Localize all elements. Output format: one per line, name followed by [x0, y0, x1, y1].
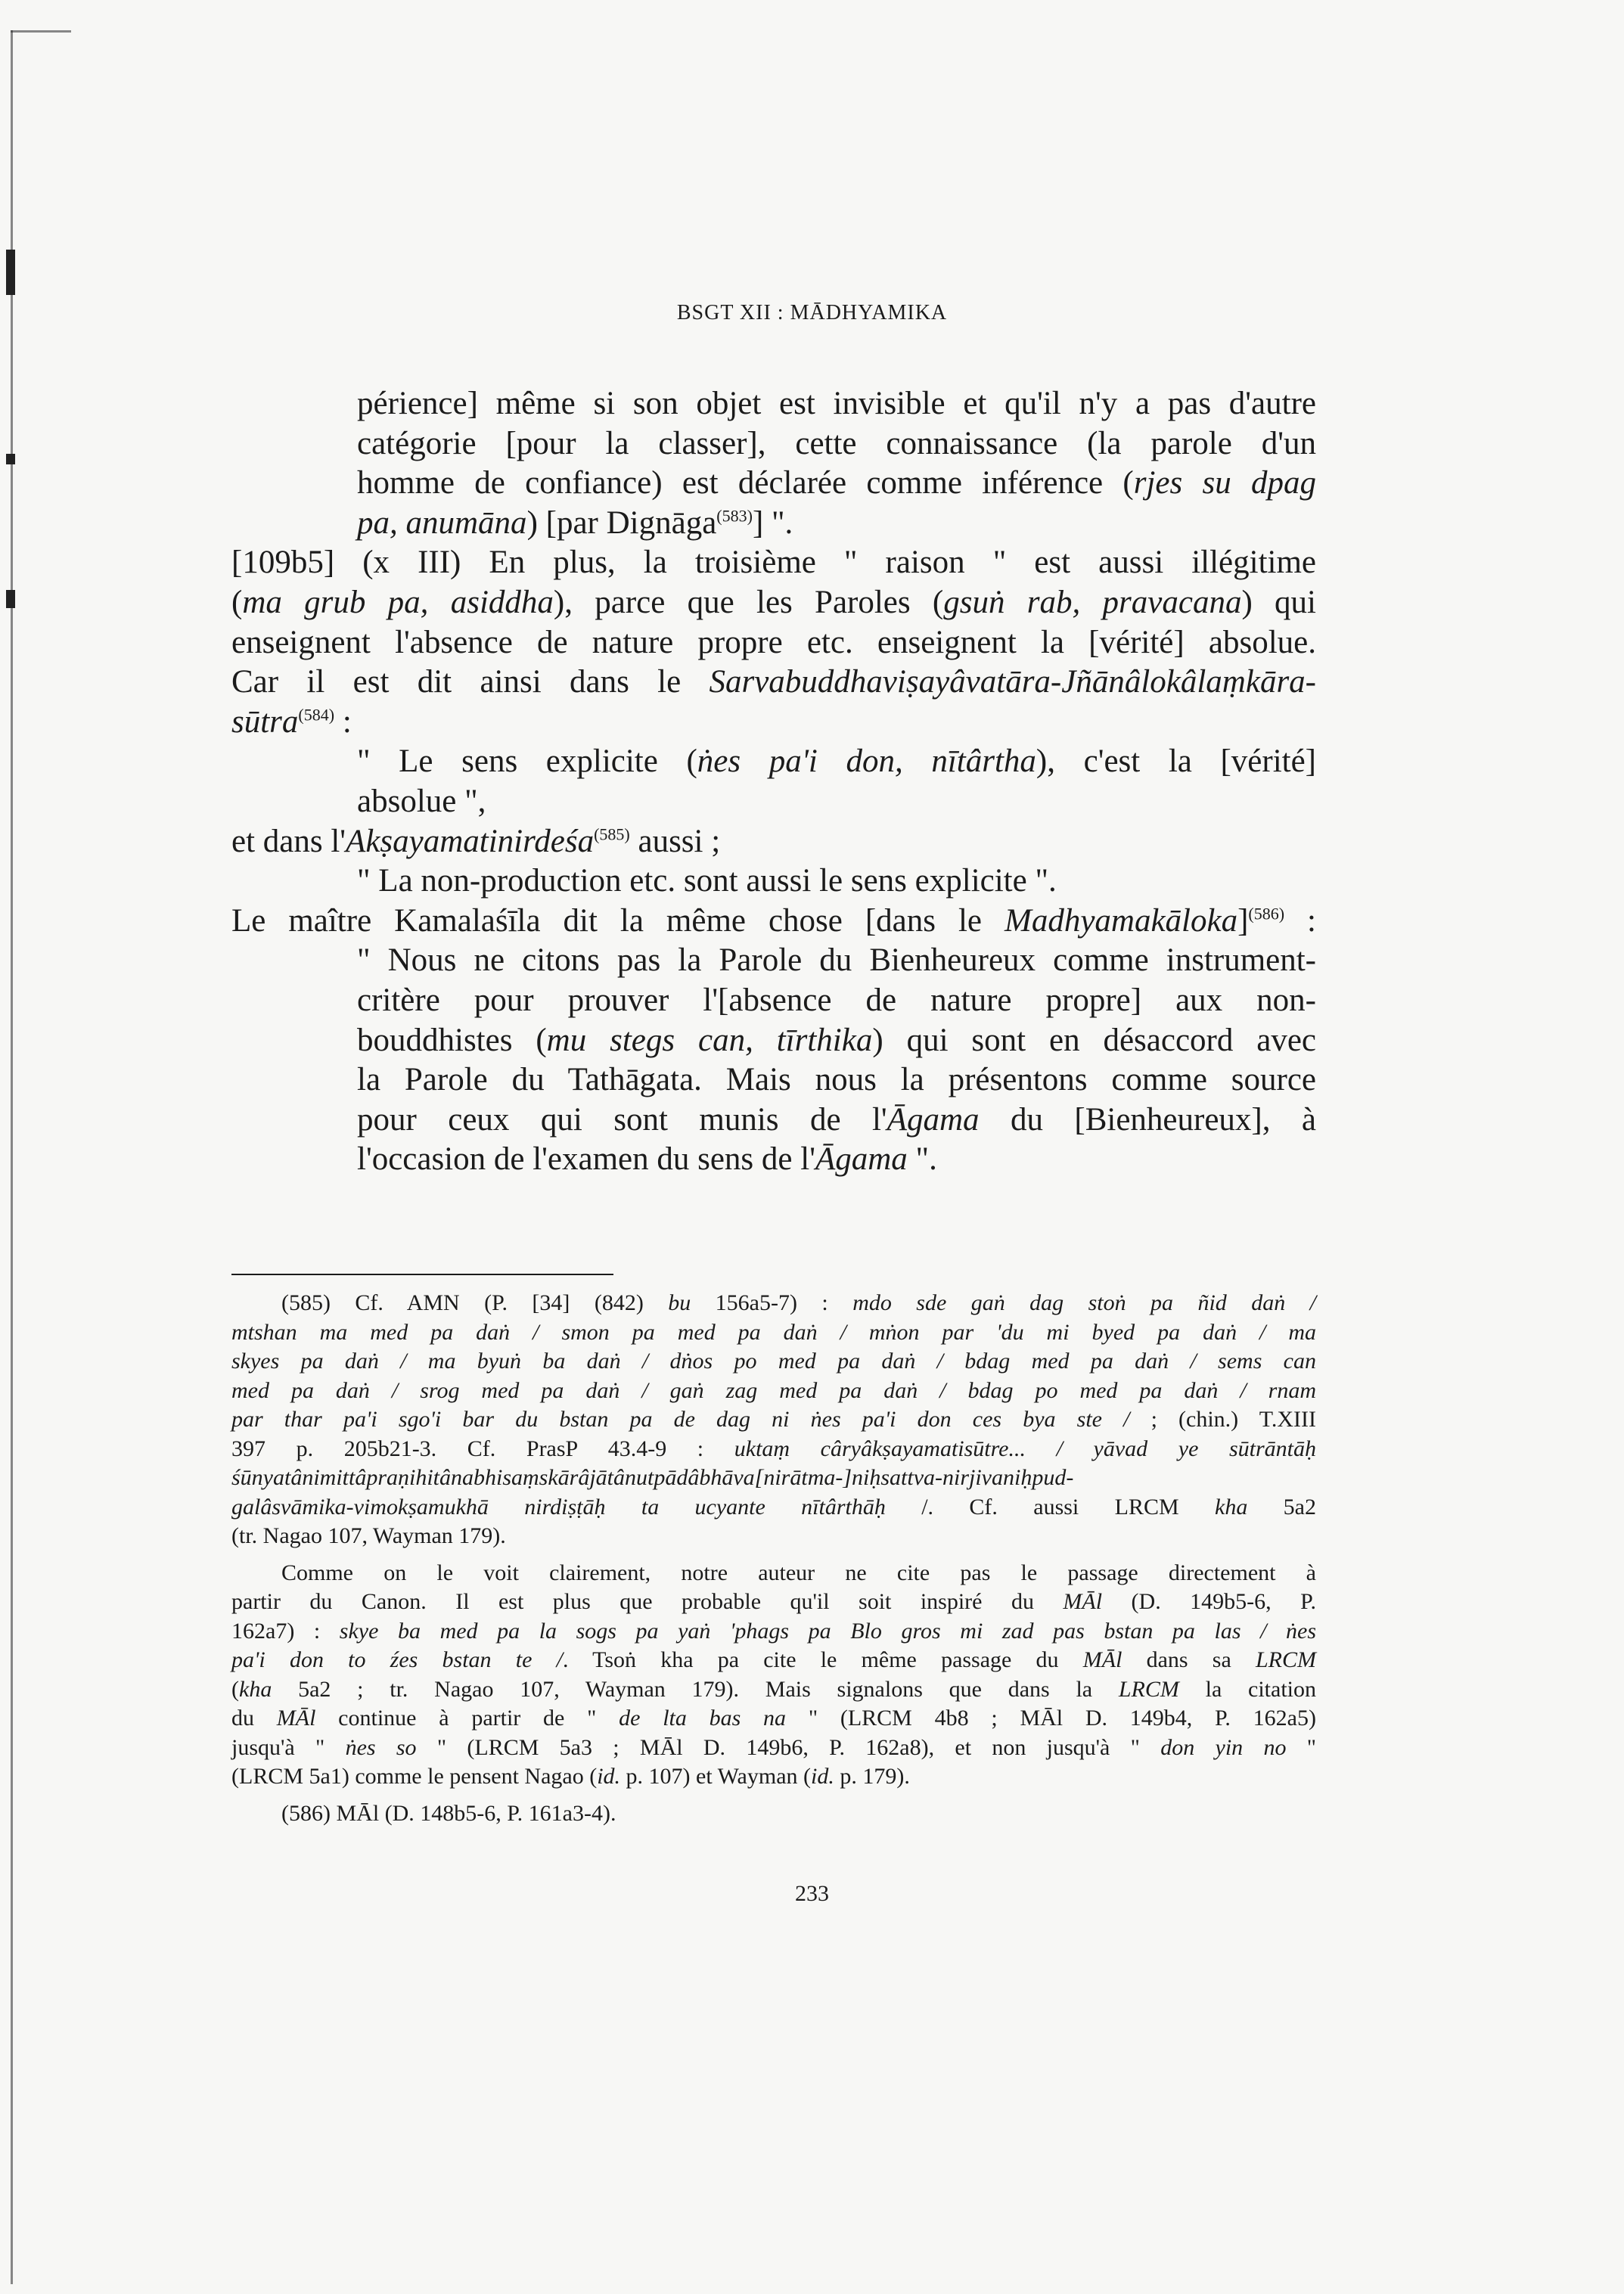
footnote-line [231, 1493, 1316, 1522]
text-line [231, 583, 1316, 622]
text-run: ) [par Dignāga [526, 504, 717, 541]
text-run: la Parole du Tathāgata. Mais nous la présentons comme source [357, 1062, 1316, 1098]
text-line [357, 941, 1316, 980]
italic-term: skye ba med pa la sogs pa yaṅ 'phags pa Blo gros mi zad pas bstan pa las / ṅes [339, 1618, 1316, 1644]
italic-term: de lta bas na [619, 1706, 787, 1731]
text-run: catégorie [pour la classer], cette connaissance (la parole d'un [357, 425, 1316, 461]
text-run: dans sa [1122, 1647, 1256, 1672]
italic-term: Sarvabuddhaviṣayâvatāra-Jñānâlokâlaṃkāra- [709, 664, 1316, 700]
italic-term: Akṣayamatinirdeśa [346, 823, 595, 859]
text-run: Comme on le voit clairement, notre auteur ne cite pas le passage directement à [281, 1560, 1316, 1585]
text-run: enseignent l'absence de nature propre etc. enseignent la [vérité] absolue. [231, 624, 1316, 660]
footnote-line [281, 1289, 1316, 1318]
footnote-ref: (586) [1248, 904, 1285, 923]
text-run: p. 107) et Wayman ( [620, 1764, 812, 1789]
text-run: critère pour prouver l'[absence de nature propre] aux non- [357, 982, 1316, 1018]
page-number: 233 [795, 1881, 829, 1906]
italic-term: mtshan ma med pa daṅ / smon pa med pa daṅ / mṅon par 'du mi byed pa daṅ / ma [231, 1319, 1316, 1345]
text-line [231, 663, 1316, 702]
text-run: . Tsoṅ kha pa cite le même passage du [562, 1647, 1083, 1672]
text-run: ), c'est la [vérité] [1036, 743, 1316, 780]
text-run: la citation [1178, 1676, 1317, 1702]
text-run: ), parce que les Paroles ( [553, 585, 944, 620]
text-run: Le maître Kamalaśīla dit la même chose [dans le [231, 902, 1005, 939]
text-run: " (LRCM 4b8 ; MĀl D. 149b4, P. 162a5) [786, 1706, 1316, 1731]
italic-term: uktaṃ câryâkṣayamatisūtre... / yāvad ye sūtrāntāḥ [734, 1436, 1317, 1461]
italic-term: śūnyatânimittâpraṇihitânabhisaṃskārâjātânutpādâbhāva[nirātma-]niḥsattva-nirjivaniḥpud- [231, 1465, 1074, 1490]
italic-term: MĀl [276, 1706, 316, 1731]
text-line [357, 464, 1316, 503]
italic-term: pa, anumāna [357, 504, 527, 541]
text-line [231, 703, 1316, 742]
footnote-ref: (585) [594, 824, 630, 844]
footnote-line [231, 1405, 1316, 1434]
text-run: 5a2 ; tr. Nagao 107, Wayman 179). Mais signalons que dans la [272, 1676, 1119, 1702]
text-run: /. Cf. aussi LRCM [885, 1494, 1215, 1520]
italic-term: skyes pa daṅ / ma byuṅ ba daṅ / dṅos po med pa daṅ / bdag med pa daṅ / sems can [231, 1349, 1316, 1374]
text-line [357, 782, 1316, 821]
text-run: absolue ", [357, 784, 486, 819]
italic-term: mdo sde gaṅ dag stoṅ pa ñid daṅ / [852, 1290, 1316, 1315]
footnote-line [231, 1704, 1316, 1733]
text-line [231, 543, 1316, 582]
scan-mark [6, 250, 15, 295]
italic-term: mu stegs can, tīrthika [546, 1022, 873, 1058]
text-line [357, 504, 1316, 543]
italic-term: don yin no [1160, 1734, 1287, 1760]
text-run: partir du Canon. Il est plus que probable qu'il soit inspiré du [231, 1589, 1064, 1614]
text-line [357, 742, 1316, 781]
text-run: " Nous ne citons pas la Parole du Bienheureux comme instrument- [357, 942, 1316, 979]
italic-term: ṅes pa'i don, nītârtha [697, 743, 1036, 780]
scan-edge-top [11, 30, 71, 33]
text-run: bouddhistes ( [357, 1022, 547, 1058]
text-run: : [334, 703, 352, 740]
text-line [231, 822, 1316, 861]
text-run: ( [231, 585, 243, 620]
text-run: du [231, 1706, 277, 1731]
text-run: du [Bienheureux], à [979, 1101, 1316, 1138]
text-run: périence] même si son objet est invisible et qu'il n'y a pas d'autre [357, 386, 1316, 421]
italic-term: Madhyamakāloka [1005, 902, 1238, 939]
italic-term: LRCM [1118, 1676, 1179, 1702]
italic-term: rjes su dpag [1133, 465, 1317, 501]
text-run: ) qui [1241, 585, 1317, 620]
text-line [357, 1140, 1316, 1179]
running-header: BSGT XII : MĀDHYAMIKA [676, 301, 948, 324]
footnote-line [231, 1762, 1316, 1791]
text-run: " Le sens explicite ( [357, 743, 697, 780]
text-line [357, 1100, 1316, 1140]
text-run: 156a5-7) : [691, 1290, 853, 1315]
footnote-line [231, 1347, 1316, 1376]
text-line [357, 1060, 1316, 1100]
text-run: (585) Cf. AMN (P. [34] (842) [281, 1290, 669, 1315]
italic-term: par thar pa'i sgo'i bar du bstan pa de dag ni ṅes pa'i don ces bya ste / [231, 1407, 1130, 1432]
text-line [357, 1021, 1316, 1060]
text-run: ". [907, 1141, 937, 1178]
italic-term: med pa daṅ / srog med pa daṅ / gaṅ zag med pa daṅ / bdag po med pa daṅ / rnam [231, 1377, 1316, 1403]
scan-edge-line [11, 30, 13, 2284]
text-run: et dans l' [231, 823, 346, 859]
text-line [357, 981, 1316, 1020]
italic-term: MĀl [1063, 1589, 1103, 1614]
text-line [357, 861, 1316, 901]
footnote-line [231, 1318, 1316, 1347]
text-run: " (LRCM 5a3 ; MĀl D. 149b6, P. 162a8), et non jusqu'à " [416, 1734, 1161, 1760]
text-run: " La non-production etc. sont aussi le sens explicite ". [357, 863, 1057, 899]
text-run: pour ceux qui sont munis de l' [357, 1101, 887, 1138]
text-line [357, 424, 1316, 464]
footnote-ref: (583) [716, 506, 753, 526]
text-run: 5a2 [1247, 1494, 1316, 1520]
text-run: ] ". [752, 504, 793, 541]
italic-term: id. [597, 1764, 621, 1789]
text-run: : [1284, 902, 1316, 939]
footnote-rule [231, 1274, 613, 1275]
text-line [231, 623, 1316, 663]
italic-term: kha [239, 1676, 272, 1702]
footnote-ref: (584) [298, 705, 335, 725]
italic-term: ma grub pa, asiddha [242, 585, 554, 620]
text-run: l'occasion de l'examen du sens de l' [357, 1141, 815, 1178]
text-run: jusqu'à " [231, 1734, 346, 1760]
italic-term: Āgama [815, 1141, 908, 1178]
scan-mark [6, 454, 15, 464]
italic-term: Āgama [887, 1101, 980, 1138]
text-run: (D. 149b5-6, P. [1102, 1589, 1316, 1614]
text-run: p. 179). [834, 1764, 910, 1789]
italic-term: sūtra [231, 703, 299, 740]
text-run: (586) MĀl (D. 148b5-6, P. 161a3-4). [281, 1800, 616, 1826]
footnote-line [231, 1617, 1316, 1646]
text-run: 162a7) : [231, 1618, 340, 1644]
italic-term: kha [1215, 1494, 1248, 1520]
footnote-line [231, 1464, 1316, 1492]
text-run: aussi ; [629, 823, 721, 859]
text-run: (tr. Nagao 107, Wayman 179). [231, 1523, 506, 1548]
text-run: continue à partir de " [315, 1706, 619, 1731]
italic-term: galâsvāmika-vimokṣamukhā nirdiṣṭāḥ ta ucyante nītârthāḥ [231, 1494, 886, 1520]
footnote-line [231, 1646, 1316, 1675]
text-run: ) qui sont en désaccord avec [872, 1022, 1317, 1058]
italic-term: id. [811, 1764, 834, 1789]
footnote-line [231, 1435, 1316, 1464]
footnote-line [231, 1675, 1316, 1704]
text-line [231, 902, 1316, 941]
text-run: Car il est dit ainsi dans le [231, 664, 710, 700]
footnote-line [231, 1522, 1316, 1551]
text-run: 397 p. 205b21-3. Cf. PrasP 43.4-9 : [231, 1436, 734, 1461]
italic-term: MĀl [1082, 1647, 1123, 1672]
text-run: ( [231, 1676, 239, 1702]
text-line [357, 384, 1316, 424]
text-run: (LRCM 5a1) comme le pensent Nagao ( [231, 1764, 598, 1789]
footnote-line [231, 1377, 1316, 1405]
italic-term: ṅes so [345, 1734, 417, 1760]
footnote-line [231, 1588, 1316, 1616]
text-run: homme de confiance) est déclarée comme inférence ( [357, 465, 1134, 501]
footnote-line [281, 1799, 1316, 1828]
text-run: " [1286, 1734, 1317, 1760]
footnote-line [281, 1559, 1316, 1588]
text-run: [109b5] (x III) En plus, la troisième " raison " est aussi illégitime [231, 545, 1316, 581]
italic-term: LRCM [1256, 1647, 1317, 1672]
scan-mark [6, 590, 15, 608]
text-run: ; (chin.) T.XIII [1129, 1407, 1316, 1432]
footnote-line [231, 1734, 1316, 1762]
text-run: ] [1237, 902, 1249, 939]
italic-term: gsuṅ rab, pravacana [943, 585, 1242, 620]
italic-term: pa'i don to źes bstan te / [231, 1647, 563, 1672]
italic-term: bu [668, 1290, 691, 1315]
